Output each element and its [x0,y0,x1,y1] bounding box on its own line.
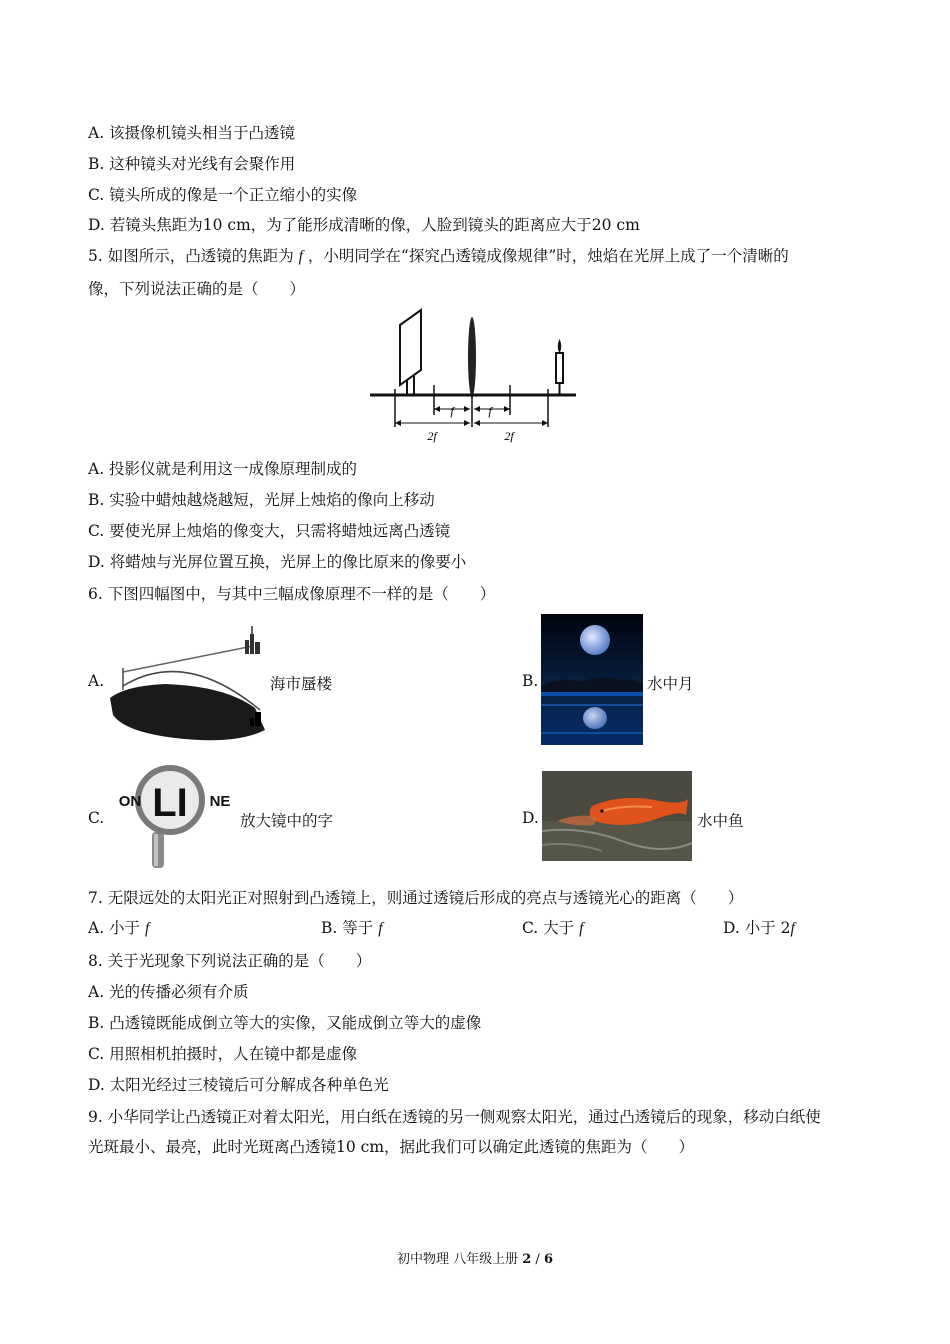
fig-label-2f1: 2f [427,429,437,443]
q5-optical-bench-figure [366,305,580,447]
magnifier-text-mid: LI [152,781,188,825]
footer-page-current: 2 [522,1252,532,1267]
q4-option-c: C. 镜头所成的像是一个正立缩小的实像 [88,186,358,204]
q9-stem-line2: 光斑最小、最亮，此时光斑离凸透镜10 cm，据此我们可以确定此透镜的焦距为（ ） [88,1138,695,1156]
q6-option-c-caption: 放大镜中的字 [240,812,334,830]
page-footer [0,1248,950,1267]
q7-option-b [321,916,383,938]
q5-stem-b: ，小明同学在“探究凸透镜成像规律”时，烛焰在光屏上成了一个清晰的 [307,247,789,265]
q8-option-a: A. 光的传播必须有介质 [88,983,249,1001]
q8-option-b: B. 凸透镜既能成倒立等大的实像，又能成倒立等大的虚像 [88,1014,482,1032]
q6-option-c-letter: C. [88,809,105,827]
q7-option-c-text: C. 大于 [522,919,575,937]
q6-option-a-caption: 海市蜃楼 [270,675,333,693]
q7-option-a-text: A. 小于 [88,919,141,937]
q5-stem-line1 [88,244,789,266]
moon-in-water-figure [541,614,643,745]
q7-option-d-var: f [790,920,795,937]
magnifier-text-right: NE [209,793,231,810]
fig-label-2f2: 2f [504,429,514,443]
q6-option-d-letter: D. [522,809,539,827]
q8-option-d: D. 太阳光经过三棱镜后可分解成各种单色光 [88,1076,389,1094]
footer-label: 初中物理 八年级上册 [396,1252,523,1267]
q5-option-a: A. 投影仪就是利用这一成像原理制成的 [88,460,358,478]
q6-stem: 6. 下图四幅图中，与其中三幅成像原理不一样的是（ ） [88,585,496,603]
q7-stem: 7. 无限远处的太阳光正对照射到凸透镜上，则通过透镜后形成的亮点与透镜光心的距离（ ） [88,889,744,907]
q5-stem-f: f [298,248,303,265]
q5-option-c: C. 要使光屏上烛焰的像变大，只需将蜡烛远离凸透镜 [88,522,451,540]
q8-stem: 8. 关于光现象下列说法正确的是（ ） [88,952,372,970]
mirage-figure [105,620,270,745]
magnifier-text-left: ON [118,793,142,810]
q9-stem-line1: 9. 小华同学让凸透镜正对着太阳光，用白纸在透镜的另一侧观察太阳光，通过凸透镜后的现象，移动白纸使 [88,1108,821,1126]
q7-option-c-var: f [579,920,584,937]
q5-stem-a: 5. 如图所示，凸透镜的焦距为 [88,247,294,265]
q6-option-a-letter: A. [88,672,105,690]
footer-sep: / [531,1252,544,1267]
q4-option-d: D. 若镜头焦距为10 cm，为了能形成清晰的像，人脸到镜头的距离应大于20 cm [88,216,640,234]
q5-option-d: D. 将蜡烛与光屏位置互换，光屏上的像比原来的像要小 [88,553,467,571]
fig-label-f1: f [450,404,454,418]
q5-option-b: B. 实验中蜡烛越烧越短，光屏上烛焰的像向上移动 [88,491,435,509]
q7-option-c [522,916,583,938]
q8-option-c: C. 用照相机拍摄时，人在镜中都是虚像 [88,1045,358,1063]
q7-option-b-var: f [378,920,383,937]
q5-stem-line2: 像，下列说法正确的是（ ） [88,280,306,298]
q4-option-a: A. 该摄像机镜头相当于凸透镜 [88,124,296,142]
q7-option-d [723,916,795,938]
fig-label-f2: f [488,404,492,418]
q6-option-b-letter: B. [522,672,539,690]
magnifier-figure [112,760,238,871]
footer-page-total: 6 [543,1252,553,1267]
fish-in-water-figure [542,771,692,861]
q4-option-b: B. 这种镜头对光线有会聚作用 [88,155,296,173]
q7-option-b-text: B. 等于 [321,919,374,937]
q7-option-d-text: D. 小于 2 [723,919,791,937]
q6-option-b-caption: 水中月 [647,675,694,693]
q7-option-a [88,916,149,938]
q7-option-a-var: f [145,920,150,937]
q6-option-d-caption: 水中鱼 [697,812,744,830]
